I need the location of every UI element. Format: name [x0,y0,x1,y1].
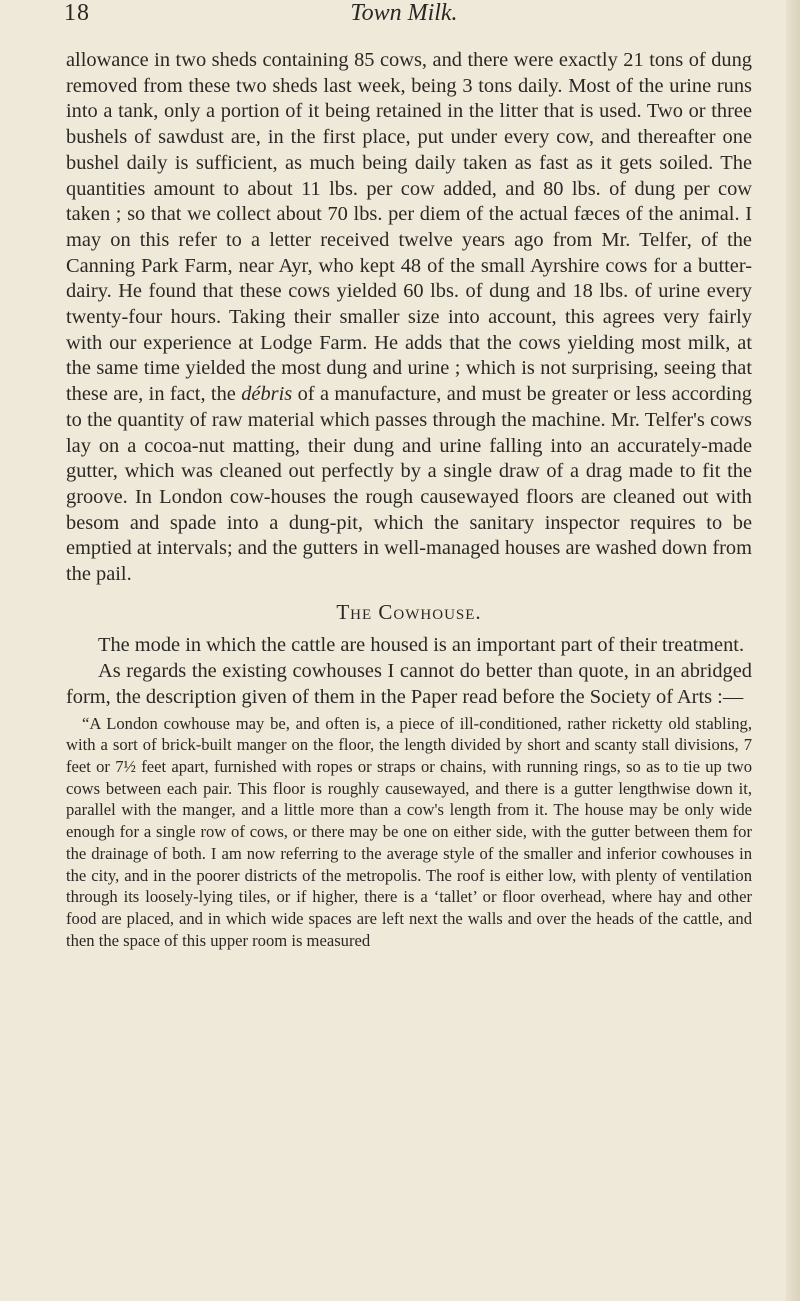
quote-text: “A London cowhouse may be, and often is, a piece of ill-conditioned, rather ricketty old stabling, with a sort of brick-built manger on the floor, the length divided by short and scanty stall divisions, 7 feet or 7½ feet apart, furnished with ropes or straps or chains, with running rings, so as to tie up two cows between each pair. This floor is roughly causewayed, and there is a gutter lengthwise down it, parallel with the manger, and a little more than a cow's length from it. The house may be only wide enough for a single row of cows, or there may be one on either side, with the gutter between them for the drainage of both. I am now referring to the average style of the smaller and inferior cowhouses in the city, and in the poorer districts of the metropolis. The roof is either low, with plenty of ventilation through its loosely-lying tiles, or if higher, there is a ‘tallet’ or floor overhead, where hay and other food are placed, and in which wide spaces are left next the walls and over the heads of the cattle, and then the space of this upper room is measured [66,713,752,950]
running-title: Town Milk. [350,0,458,26]
block-quote [66,713,752,952]
body-text [66,48,752,951]
section-heading: The Cowhouse. [336,599,482,624]
page-edge [786,0,800,1301]
paragraph-housing: The mode in which the cattle are housed is an important part of their treatment. [98,634,745,657]
paragraph-text-continued: of a manufacture, and must be greater or less according to the quantity of raw material which passes through the machine. Mr. Telfer's cows lay on a cocoa-nut matting, their dung and urine falling into an accurately-made gutter, which was cleaned out perfectly by a single draw of a drag made to fit the groove. In London cow-houses the rough causewayed floors are cleaned out with besom and spade into a dung-pit, which the sanitary inspector requires to be emptied at intervals; and the gutters in well-managed houses are washed down from the pail. [66,383,752,586]
paragraph-text: allowance in two sheds containing 85 cows, and there were exactly 21 tons of dung removed from these two sheds last week, being 3 tons daily. Most of the urine runs into a tank, only a portion of it being retained in the litter that is used. Two or three bushels of sawdust are, in the first place, put under every cow, and thereafter one bushel daily is sufficient, as much being daily taken as fast as it gets soiled. The quantities amount to about 11 lbs. per cow added, and 80 lbs. of dung per cow taken ; so that we collect about 70 lbs. per diem of the actual fæces of the animal. I may on this refer to a letter received twelve years ago from Mr. Telfer, of the Canning Park Farm, near Ayr, who kept 48 of the small Ayrshire cows for a butter-dairy. He found that these cows yielded 60 lbs. of dung and 18 lbs. of urine every twenty-four hours. Taking their smaller size into account, this agrees very fairly with our experience at Lodge Farm. He adds that the cows yielding most milk, at the same time yielded the most dung and urine ; which is not surprising, seeing that these are, in fact, the [66,49,752,406]
page-number: 18 [64,0,90,26]
paragraph-existing-cowhouses: As regards the existing cowhouses I cannot do better than quote, in an abridged form, the description given of them in the Paper read before the Society of Arts :— [66,660,752,708]
italic-word: débris [241,383,293,406]
paragraph-dung-allowance [66,48,752,588]
running-head [64,0,744,30]
